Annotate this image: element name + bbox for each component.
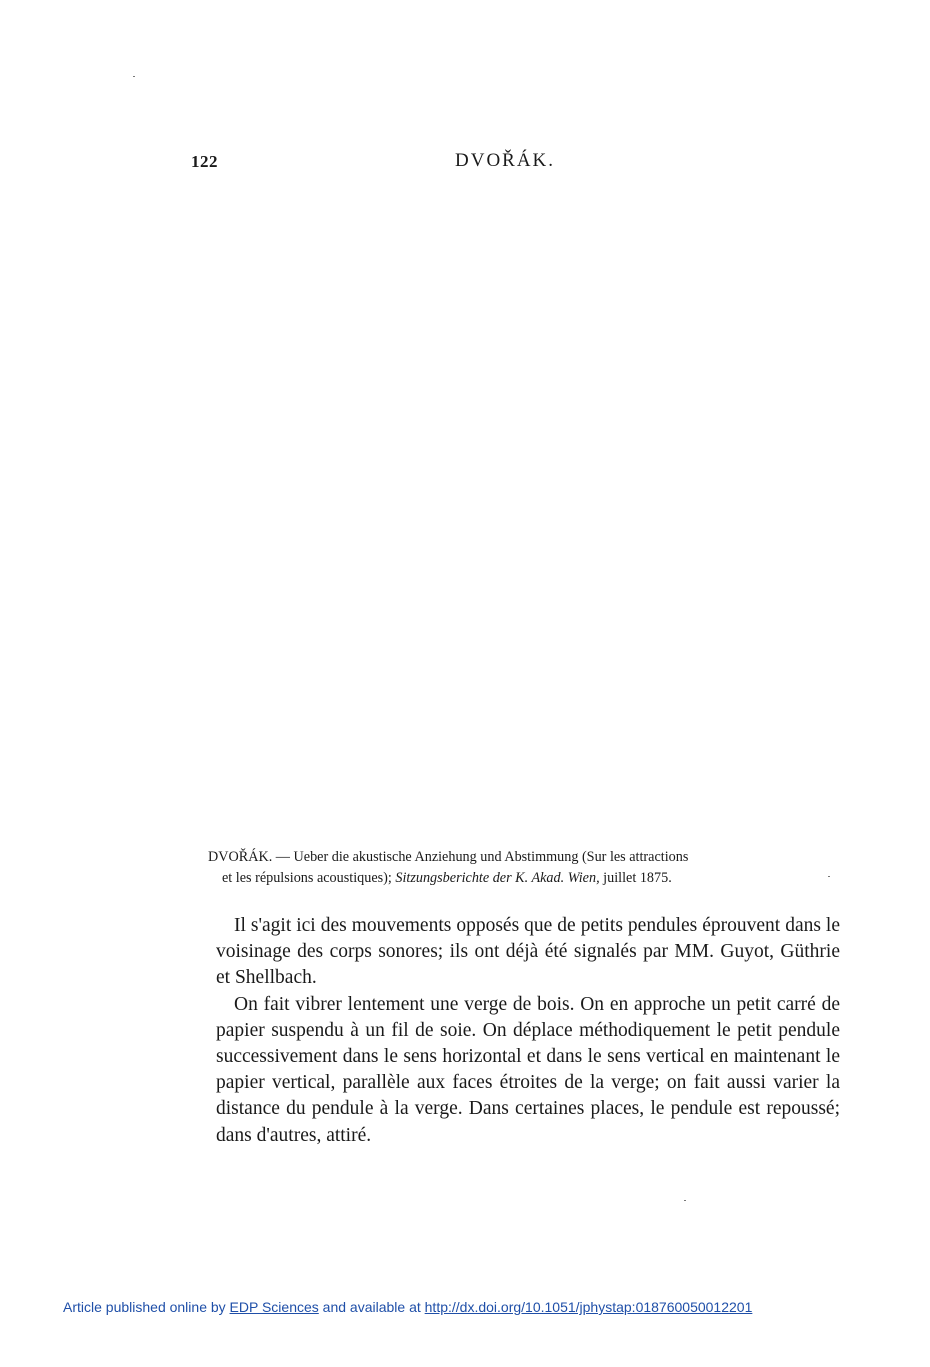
doi-link[interactable]: http://dx.doi.org/10.1051/jphystap:018760050012201 xyxy=(424,1299,753,1315)
reference-title-part1: Ueber die akustische Anziehung und Abstimmung (Sur les attractions xyxy=(293,849,689,865)
reference-date: juillet 1875. xyxy=(603,870,672,886)
scan-speck xyxy=(133,76,135,77)
publisher-footer xyxy=(63,1299,752,1315)
running-head: DVOŘÁK. xyxy=(455,150,556,171)
body-text xyxy=(216,913,840,1149)
footer-prefix: Article published online by xyxy=(63,1299,230,1315)
scan-speck xyxy=(828,876,830,877)
paragraph-1: Il s'agit ici des mouvements opposés que de petits pendules éprouvent dans le voisinage des corps sonores; ils ont déjà été signalés par MM. Guyot, Güthrie et Shellbach. xyxy=(216,915,840,989)
footer-middle: and available at xyxy=(318,1299,425,1315)
reference-author: DVOŘÁK. xyxy=(208,849,273,865)
paragraph-2: On fait vibrer lentement une verge de bois. On en approche un petit carré de papier suspendu à un fil de soie. On déplace méthodiquement le petit pendule successivement dans le sens horizontal et dans le sens vertical en maintenant le papier vertical, parallèle aux faces étroites de la verge; on fait aussi varier la distance du pendule à la verge. Dans certaines places, le pendule est repoussé; dans d'autres, attiré. xyxy=(216,993,840,1146)
reference-line-2 xyxy=(208,868,838,889)
publisher-link[interactable]: EDP Sciences xyxy=(229,1299,319,1315)
reference-journal: Sitzungsberichte der K. Akad. Wien, xyxy=(395,870,600,886)
bibliographic-reference xyxy=(208,847,838,889)
scan-speck xyxy=(684,1200,686,1201)
reference-dash: — xyxy=(272,849,294,865)
reference-title-part2: et les répulsions acoustiques); xyxy=(222,870,392,886)
page-number: 122 xyxy=(191,152,218,171)
